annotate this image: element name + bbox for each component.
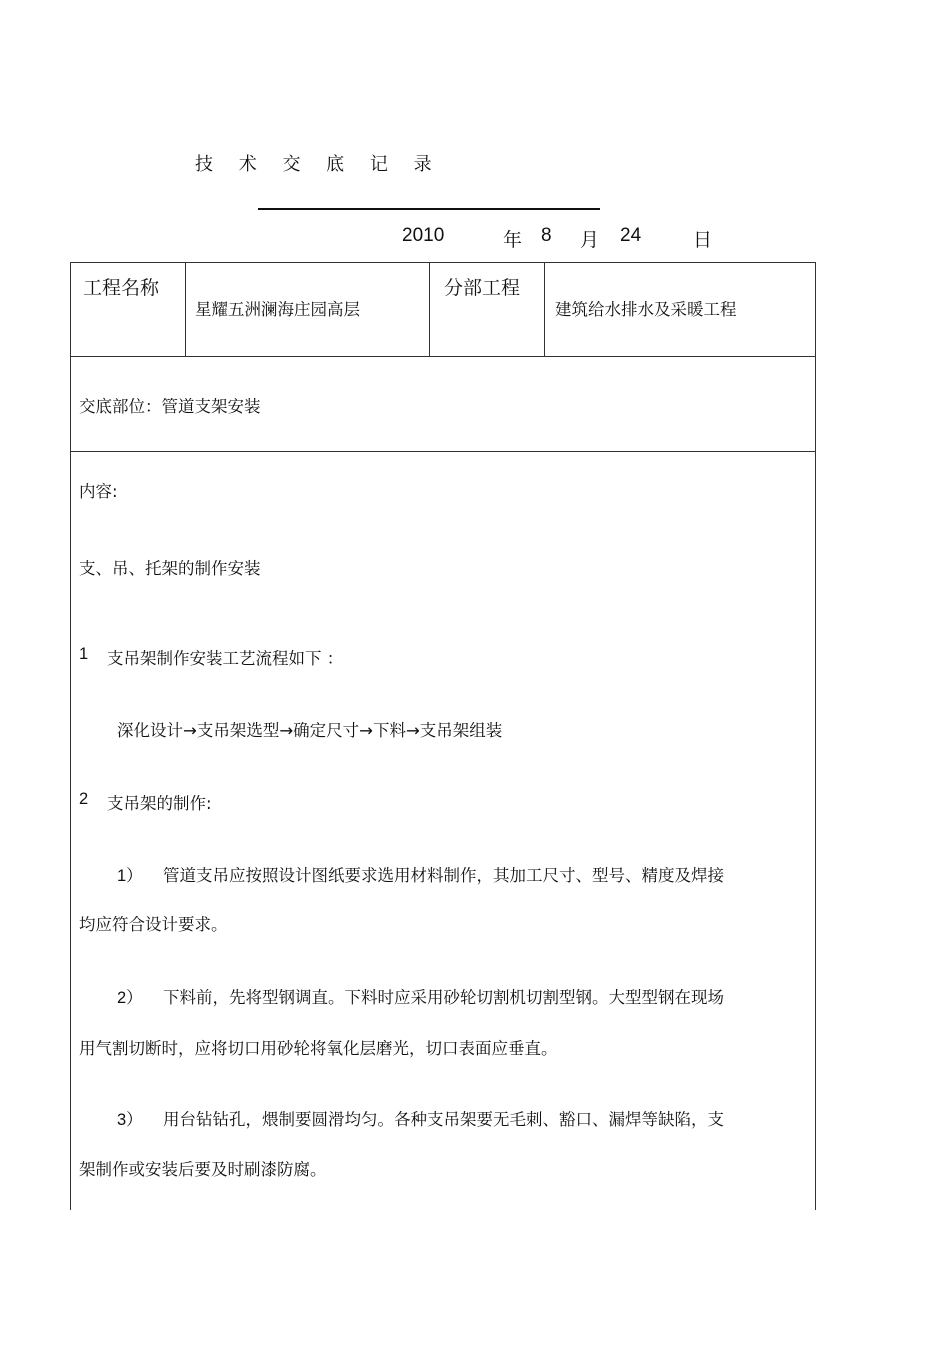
subproject-label: 分部工程 [444,277,521,299]
date-day-label: 日 [693,229,713,251]
document-title: 技 术 交 底 记 录 [195,154,442,175]
item2-text: 支吊架的制作: [107,794,212,813]
table-left-border [70,262,71,1210]
date-month: 8 [541,225,552,246]
section-title: 支、吊、托架的制作安装 [79,559,261,578]
subitem1-number: 1） [117,867,143,885]
item2-number: 2 [79,790,89,808]
subitem2-line2: 用气割切断时，应将切口用砂轮将氧化层磨光，切口表面应垂直。 [79,1039,558,1058]
title-underline [258,208,600,210]
location-line: 交底部位：管道支架安装 [79,397,261,416]
content-heading: 内容: [79,482,118,501]
subitem3-number: 3） [117,1111,143,1129]
subitem2-line1: 下料前，先将型钢调直。下料时应采用砂轮切割机切割型钢。大型型钢在现场 [163,988,724,1007]
date-year-label: 年 [503,229,523,251]
table-top-border [70,262,816,263]
subitem1-line1: 管道支吊应按照设计图纸要求选用材料制作，其加工尺寸、型号、精度及焊接 [163,866,724,885]
row1-divider-1 [185,262,186,357]
date-month-label: 月 [580,229,600,251]
project-name-value: 星耀五洲澜海庄园高层 [195,300,360,319]
row1-divider-3 [544,262,545,357]
date-year: 2010 [402,225,445,246]
row2-bottom-border [70,451,816,452]
row1-divider-2 [429,262,430,357]
subitem3-line1: 用台钻钻孔，煨制要圆滑均匀。各种支吊架要无毛刺、豁口、漏焊等缺陷，支 [163,1110,724,1129]
row1-bottom-border [70,356,816,357]
subproject-value: 建筑给水排水及采暖工程 [555,300,737,319]
item1-text: 支吊架制作安装工艺流程如下 ： [107,649,344,668]
date-day: 24 [620,225,642,246]
subitem2-number: 2） [117,989,143,1007]
project-name-label: 工程名称 [83,277,160,299]
subitem3-line2: 架制作或安装后要及时刷漆防腐。 [79,1160,327,1179]
process-flow: 深化设计→支吊架选型→确定尺寸→下料→支吊架组装 [117,721,503,740]
item1-number: 1 [79,645,89,663]
table-right-border [815,262,816,1210]
subitem1-line2: 均应符合设计要求。 [79,915,228,934]
